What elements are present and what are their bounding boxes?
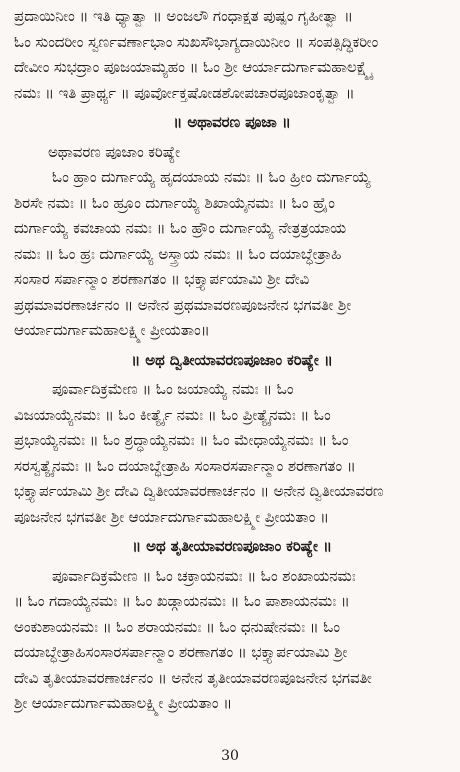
- text-line: ಸರಸ್ವತ್ಯೈನಮಃ ॥ ಓಂ ದಯಾಬ್ಧೇತ್ರಾಹಿ ಸಂಸಾರಸರ್ಪಾನ್ಮಾಂ ಶರಣಾಗತಂ ॥: [14, 456, 356, 475]
- paragraph-invocation: [14, 4, 450, 106]
- text-line: ವಿಜಯಾಯ್ಯೆನಮಃ ॥ ಓಂ ಕೀರ್ತ್ಯೈ ನಮಃ ॥ ಓಂ ಪ್ರೀತ್ಯೈನಮಃ ॥ ಓಂ: [14, 405, 331, 424]
- text-line: ಓಂ ಸುಂದರೀಂ ಸ್ವರ್ಣವರ್ಣಾಭಾಂ ಸುಖಸೌಭಾಗ್ಯದಾಯಿನೀಂ ॥ ಸಂಪತ್ಸಿದ್ಧಿಕರೀಂ: [14, 32, 379, 51]
- text-line: ಆರ್ಯಾದುರ್ಗಾಮಹಾಲಕ್ಷ್ಮೀ ಪ್ರೀಯತಾಂ॥: [14, 321, 210, 339]
- intro-line: ಅಥಾವರಣ ಪೂಜಾಂ ಕರಿಷ್ಯೇ: [48, 142, 180, 161]
- text-line: ಪ್ರಭಾಯ್ಯೆನಮಃ ॥ ಓಂ ಶ್ರದ್ಧಾಯ್ಯೆನಮಃ ॥ ಓಂ ಮೇಧಾಯ್ಯೆನಮಃ ॥ ಓಂ: [14, 431, 349, 449]
- text-line: ಓಂ ಹ್ರಾಂ ದುರ್ಗಾಯ್ಯೆ ಹೃದಯಾಯ ನಮಃ ॥ ಓಂ ಹ್ರೀಂ ದುರ್ಗಾಯ್ಯೆ: [52, 168, 372, 186]
- text-line: ಪೂರ್ವಾದಿಕ್ರಮೇಣ ॥ ಓಂ ಚಕ್ರಾಯನಮಃ ॥ ಓಂ ಶಂಖಾಯನಮಃ: [52, 566, 356, 585]
- text-line: ನಮಃ ॥ ಇತಿ ಪ್ರಾರ್ಥ್ಯ ॥ ಪೂರ್ವೋಕ್ತಷೋಡಶೋಪಚಾರಪೂಜಾಂಕೃತ್ವಾ ॥: [14, 83, 355, 102]
- text-line: ಶಿರಸೇ ನಮಃ ॥ ಓಂ ಹ್ರೂಂ ದುರ್ಗಾಯ್ಯೆ ಶಿಖಾಯೈನಮಃ ॥ ಓಂ ಹ್ರೈಂ: [14, 193, 335, 212]
- page-number: 30: [221, 748, 239, 764]
- text-line: ಪ್ರದಾಯಿನೀಂ ॥ ಇತಿ ಧ್ಯಾತ್ವಾ ॥ ಅಂಜಲೌ ಗಂಧಾಕ್ಷತ ಪುಷ್ಪಂ ಗೃಹೀತ್ವಾ ॥: [14, 7, 353, 25]
- text-line: ಪೂಜನೇನ ಭಗವತೀ ಶ್ರೀ ಆರ್ಯಾದುರ್ಗಾಮಹಾಲಕ್ಷ್ಮೀ ಪ್ರೀಯತಾಂ ॥: [14, 507, 329, 526]
- text-line: ॥ ಓಂ ಗದಾಯ್ಯೆನಮಃ ॥ ಓಂ ಖಡ್ಗಾಯನಮಃ ॥ ಓಂ ಪಾಶಾಯನಮಃ ॥: [14, 592, 350, 610]
- text-line: ದೇವೀಂ ಸುಭದ್ರಾಂ ಪೂಜಯಾಮ್ಯಹಂ ॥ ಓಂ ಶ್ರೀ ಆರ್ಯಾದುರ್ಗಾಮಹಾಲಕ್ಷ್ಮೈ: [14, 58, 373, 76]
- text-line: ನಮಃ ॥ ಓಂ ಹ್ರಃ ದುರ್ಗಾಯ್ಯೆ ಅಸ್ತ್ರಾಯ ನಮಃ ॥ ಓಂ ದಯಾಬ್ಧೇತ್ರಾಹಿ: [14, 244, 342, 263]
- text-line: ಸಂಸಾರ ಸರ್ಪಾನ್ಮಾಂ ಶರಣಾಗತಂ ॥ ಭಕ್ತ್ಯಾರ್ಪಯಾಮಿ ಶ್ರೀ ದೇವಿ: [14, 270, 310, 288]
- paragraph-first-avarana: [14, 165, 450, 344]
- paragraph-second-avarana: [14, 377, 450, 530]
- text-line: ಶ್ರೀ ಆರ್ಯಾದುರ್ಗಾಮಹಾಲಕ್ಷ್ಮೀ ಪ್ರೀಯತಾಂ ॥: [14, 694, 233, 712]
- text-line: ದೇವಿ ತೃತೀಯಾವರಣಾರ್ಚನಂ ॥ ಅನೇನ ತೃತೀಯಾವರಣಪೂಜನೇನ ಭಗವತೀ: [14, 668, 372, 687]
- text-line: ಪ್ರಥಮಾವರಣಾರ್ಚನಂ ॥ ಅನೇನ ಪ್ರಥಮಾವರಣಪೂಜನೇನ ಭಗವತೀ ಶ್ರೀ: [14, 295, 352, 314]
- paragraph-third-avarana: [14, 564, 450, 717]
- text-line: ಅಂಕುಶಾಯನಮಃ ॥ ಓಂ ಶರಾಯನಮಃ ॥ ಓಂ ಧನುಷೇನಮಃ ॥ ಓಂ: [14, 617, 340, 636]
- section-heading-avarana-puja: ॥ ಅಥಾವರಣ ಪೂಜಾ ॥: [173, 113, 291, 131]
- section-heading-second-avarana: ॥ ಅಥ ದ್ವಿತೀಯಾವರಣಪೂಜಾಂ ಕರಿಷ್ಯೇ ॥: [131, 350, 333, 369]
- text-line: ದುರ್ಗಾಯ್ಯೆ ಕವಚಾಯ ನಮಃ ॥ ಓಂ ಹ್ರೌಂ ದುರ್ಗಾಯ್ಯೆ ನೇತ್ರತ್ರಯಾಯ: [14, 219, 347, 237]
- section-heading-third-avarana: ॥ ಅಥ ತೃತೀಯಾವರಣಪೂಜಾಂ ಕರಿಷ್ಯೇ ॥: [131, 537, 332, 555]
- text-line: ಭಕ್ತ್ಯಾರ್ಪಯಾಮಿ ಶ್ರೀ ದೇವಿ ದ್ವಿತೀಯಾವರಣಾರ್ಚನಂ ॥ ಅನೇನ ದ್ವಿತೀಯಾವರಣ: [14, 482, 384, 500]
- text-line: ದಯಾಬ್ಧೇತ್ರಾಹಿಸಂಸಾರಸರ್ಪಾನ್ಮಾಂ ಶರಣಾಗತಂ ॥ ಭಕ್ತ್ಯಾರ್ಪಯಾಮಿ ಶ್ರೀ: [14, 643, 348, 661]
- text-line: ಪೂರ್ವಾದಿಕ್ರಮೇಣ ॥ ಓಂ ಜಯಾಯ್ಯೆ ನಮಃ ॥ ಓಂ: [52, 380, 294, 398]
